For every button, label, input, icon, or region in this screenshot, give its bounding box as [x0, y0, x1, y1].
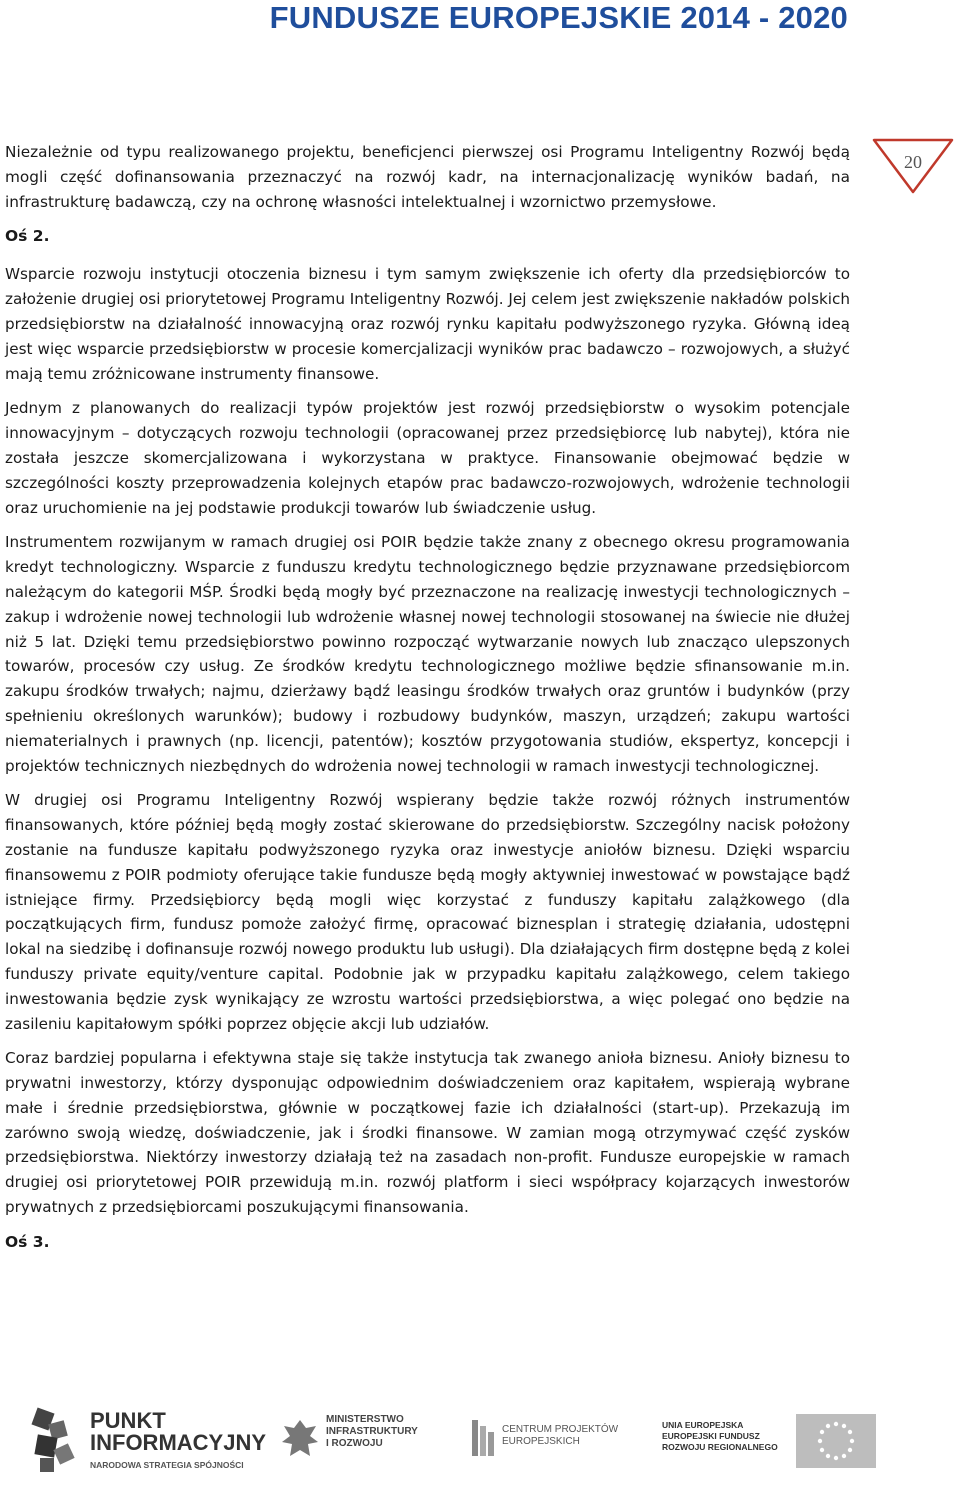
section-heading-axis-3: Oś 3. — [5, 1232, 50, 1251]
eagle-emblem-icon — [280, 1416, 320, 1466]
paragraph-5: Coraz bardziej popularna i efektywna staje się także instytucja tak zwanego anioła biznesu. Anioły biznesu to prywatni inwestorzy, którzy dysponując odpowiednim doświadczeniem oraz kapitałem, wspierają wybrane małe i średnie przedsiębiorstwa, głównie w początkowej fazie ich działalności (start-up). Przekazują im zarówno swoją wiedzę, doświadczenie, jak i środki finansowe. W zamian mogą otrzymywać część zysków przedsiębiorstwa. Niektórzy inwestorzy działają też na zasadach non-profit. Fundusze europejskie w ramach drugiej osi priorytetowej POIR przewidują m.in. rozwój platform i sieci współpracy kojarzących inwestorów prywatnych z przedsiębiorcami poszukującymi finansowania. — [5, 1049, 850, 1217]
punkt-logo-line3: NARODOWA STRATEGIA SPÓJNOŚCI — [90, 1460, 244, 1470]
cpe-logo — [470, 1416, 620, 1466]
ministry-line-3: I ROZWOJU — [326, 1438, 383, 1449]
cpe-line-1: CENTRUM PROJEKTÓW — [502, 1424, 619, 1435]
footer-logos — [0, 1398, 960, 1490]
paragraph-4: W drugiej osi Programu Inteligentny Rozwój wspierany będzie także rozwój różnych instrumentów finansowanych, które później będą mogły zostać skierowane do przedsiębiorstw. Szczególny nacisk położony zostanie na fundusze kapitału podwyższonego ryzyka oraz inwestycje aniołów biznesu. Dzięki wsparciu finansowemu z POIR podmioty oferujące takie fundusze będą mogły aktywniej inwestować w powstające bądź istniejące firmy. Przedsiębiorcy będą mogli więc korzystać z funduszy kapitału zalążkowego (dla początkujących firm, fundusz pomoże założyć firmę, opracować biznesplan i strategię działania, udostępni lokal na siedzibę i dofinansuje rozwój nowego produktu lub usługi). Dla działających firm dostępne będą z kolei funduszy private equity/venture capital. Podobnie jak w przypadku kapitału zalążkowego, celem takiego inwestowania będzie zysk wynikający ze wzrostu wartości przedsiębiorstwa, a więc polegać ono będzie na zasileniu kapitałowym spółki poprzez objęcie akcji lub udziałów. — [5, 791, 850, 1033]
intro-paragraph: Niezależnie od typu realizowanego projektu, beneficjenci pierwszej osi Programu Inteligentny Rozwój będą mogli część dofinansowania przeznaczyć na rozwój kadr, na internacjonalizację wyników badań, na infrastrukturę badawczą, czy na ochronę własności intelektualnej i wzornictwo przemysłowe. — [5, 143, 850, 211]
punkt-logo-line1: PUNKT — [90, 1408, 166, 1433]
main-content — [5, 140, 850, 1268]
eu-line-2: EUROPEJSKI FUNDUSZ — [662, 1431, 760, 1441]
section-heading-axis-2: Oś 2. — [5, 227, 50, 246]
ministry-logo — [280, 1412, 440, 1472]
paragraph-2: Jednym z planowanych do realizacji typów projektów jest rozwój przedsiębiorstw o wysokim potencjale innowacyjnym – dotyczących rozwoju technologii (opracowanej przez przedsiębiorcę lub nabytej), która nie została jeszcze skomercjalizowana i wykorzystana w praktyce. Finansowanie obejmować będzie w szczególności koszty przeprowadzenia kolejnych etapów prac badawczo-rozwojowych, wdrożenie technologii oraz uruchomienie na jej podstawie produkcji towarów lub świadczenie usług. — [5, 399, 850, 517]
eu-logo — [662, 1412, 932, 1472]
paragraph-1: Wsparcie rozwoju instytucji otoczenia biznesu i tym samym zwiększenie ich oferty dla przedsiębiorców to założenie drugiej osi priorytetowej Programu Inteligentny Rozwój. Jej celem jest zwiększenie nakładów polskich przedsiębiorstw na działalność innowacyjną oraz rozwój rynku kapitału podwyższonego ryzyka. Główną ideą jest więc wsparcie przedsiębiorstw w procesie komercjalizacji wyników prac badawczo – rozwojowych, a służyć mają temu zróżnicowane instrumenty finansowe. — [5, 265, 850, 383]
ministry-line-2: INFRASTRUKTURY — [326, 1426, 418, 1437]
page-header-title: FUNDUSZE EUROPEJSKIE 2014 - 2020 — [269, 0, 848, 35]
eu-stars-icon — [796, 1414, 876, 1468]
punkt-informacyjny-logo — [30, 1406, 267, 1482]
punkt-logo-line2: INFORMACYJNY — [90, 1430, 267, 1455]
paragraph-3: Instrumentem rozwijanym w ramach drugiej osi POIR będzie także znany z obecnego okresu programowania kredyt technologiczny. Wsparcie z funduszu kredytu technologicznego będzie przyznawane przedsiębiorcom należącym do kategorii MŚP. Środki będą mogły być przeznaczone na realizację inwestycji technologicznych – zakup i wdrożenie nowej technologii lub wdrożenie własnej nowej technologii stosowanej na świecie nie dłużej niż 5 lat. Dzięki temu przedsiębiorstwo powinno rozpocząć wytwarzanie nowych lub znacząco ulepszonych towarów, procesów czy usług. Ze środków kredytu technologicznego możliwe będzie sfinansowanie m.in. zakupu środków trwałych; najmu, dzierżawy bądź leasingu środków trwałych oraz gruntów i budynków (przy spełnieniu określonych warunków); budowy i rozbudowy budynków, maszyn, urządzeń; zakupu wartości niematerialnych i prawnych (np. licencji, patentów); kosztów przygotowania studiów, ekspertyz, koncepcji i projektów technicznych niezbędnych do wdrożenia nowej technologii w ramach inwestycji technologicznej. — [5, 533, 850, 775]
cpe-logo-mark-icon — [470, 1416, 496, 1460]
ministry-line-1: MINISTERSTWO — [326, 1414, 404, 1425]
page-number: 20 — [904, 152, 922, 172]
eu-line-3: ROZWOJU REGIONALNEGO — [662, 1442, 778, 1452]
punkt-logo-mark-icon — [30, 1406, 80, 1476]
eu-logo-text — [662, 1420, 778, 1453]
ministry-logo-text — [326, 1414, 418, 1450]
cpe-logo-text — [502, 1424, 618, 1448]
eu-line-1: UNIA EUROPEJSKA — [662, 1420, 744, 1430]
cpe-line-2: EUROPEJSKICH — [502, 1436, 580, 1447]
page-number-badge — [872, 138, 954, 194]
eu-flag-icon — [796, 1414, 876, 1468]
